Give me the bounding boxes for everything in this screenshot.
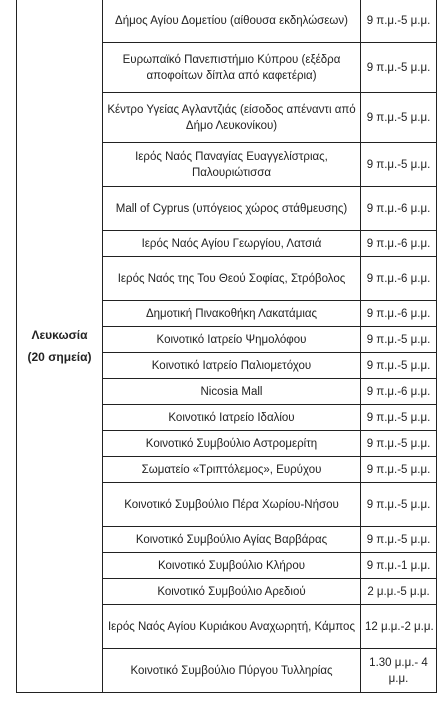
region-name: Λευκωσία bbox=[31, 327, 88, 342]
table-row bbox=[17, 0, 437, 43]
region-count: (20 σημεία) bbox=[27, 349, 92, 364]
location-cell: Nicosia Mall bbox=[103, 379, 361, 405]
hours-cell: 9 π.μ.-6 μ.μ. bbox=[361, 379, 437, 405]
hours-cell: 2 μ.μ.-5 μ.μ. bbox=[361, 579, 437, 605]
region-cell bbox=[17, 0, 103, 693]
location-cell: Κοινοτικό Συμβούλιο Αγίας Βαρβάρας bbox=[103, 527, 361, 553]
location-cell: Ιερός Ναός Παναγίας Ευαγγελίστριας, Παλουριώτισσα bbox=[103, 143, 361, 187]
location-cell: Ιερός Ναός της Του Θεού Σοφίας, Στρόβολος bbox=[103, 257, 361, 301]
hours-cell: 1.30 μ.μ.- 4 μ.μ. bbox=[361, 649, 437, 693]
location-cell: Δημοτική Πινακοθήκη Λακατάμιας bbox=[103, 301, 361, 327]
hours-cell: 9 π.μ.-5 μ.μ. bbox=[361, 457, 437, 483]
location-cell: Κοινοτικό Συμβούλιο Πέρα Χωρίου-Νήσου bbox=[103, 483, 361, 527]
location-cell: Κοινοτικό Συμβούλιο Αρεδιού bbox=[103, 579, 361, 605]
schedule-table bbox=[16, 0, 437, 693]
hours-cell: 9 π.μ.-5 μ.μ. bbox=[361, 483, 437, 527]
location-cell: Κοινοτικό Ιατρείο Ιδαλίου bbox=[103, 405, 361, 431]
hours-cell: 9 π.μ.-6 μ.μ. bbox=[361, 301, 437, 327]
hours-cell: 9 π.μ.-6 μ.μ. bbox=[361, 231, 437, 257]
location-cell: Mall of Cyprus (υπόγειος χώρος στάθμευσης) bbox=[103, 187, 361, 231]
location-cell: Δήμος Αγίου Δομετίου (αίθουσα εκδηλώσεων) bbox=[103, 0, 361, 43]
hours-cell: 9 π.μ.-5 μ.μ. bbox=[361, 405, 437, 431]
hours-cell: 9 π.μ.-6 μ.μ. bbox=[361, 187, 437, 231]
hours-cell: 9 π.μ.-5 μ.μ. bbox=[361, 0, 437, 43]
hours-cell: 9 π.μ.-1 μ.μ. bbox=[361, 553, 437, 579]
hours-cell: 9 π.μ.-5 μ.μ. bbox=[361, 143, 437, 187]
hours-cell: 9 π.μ.-5 μ.μ. bbox=[361, 93, 437, 143]
location-cell: Ιερός Ναός Αγίου Κυριάκου Αναχωρητή, Κάμπος bbox=[103, 605, 361, 649]
hours-cell: 9 π.μ.-5 μ.μ. bbox=[361, 43, 437, 93]
schedule-table-body bbox=[17, 0, 437, 693]
location-cell: Κοινοτικό Συμβούλιο Πύργου Τυλληρίας bbox=[103, 649, 361, 693]
location-cell: Κοινοτικό Ιατρείο Παλιομετόχου bbox=[103, 353, 361, 379]
hours-cell: 9 π.μ.-5 μ.μ. bbox=[361, 431, 437, 457]
hours-cell: 9 π.μ.-5 μ.μ. bbox=[361, 327, 437, 353]
hours-cell: 12 μ.μ.-2 μ.μ. bbox=[361, 605, 437, 649]
location-cell: Κοινοτικό Συμβούλιο Αστρομερίτη bbox=[103, 431, 361, 457]
location-cell: Κοινοτικό Ιατρείο Ψημολόφου bbox=[103, 327, 361, 353]
location-cell: Ευρωπαϊκό Πανεπιστήμιο Κύπρου (εξέδρα αποφοίτων δίπλα από καφετέρια) bbox=[103, 43, 361, 93]
hours-cell: 9 π.μ.-6 μ.μ. bbox=[361, 257, 437, 301]
location-cell: Κέντρο Υγείας Αγλαντζιάς (είσοδος απέναντι από Δήμο Λευκονίκου) bbox=[103, 93, 361, 143]
hours-cell: 9 π.μ.-5 μ.μ. bbox=[361, 527, 437, 553]
location-cell: Κοινοτικό Συμβούλιο Κλήρου bbox=[103, 553, 361, 579]
location-cell: Ιερός Ναός Αγίου Γεωργίου, Λατσιά bbox=[103, 231, 361, 257]
hours-cell: 9 π.μ.-5 μ.μ. bbox=[361, 353, 437, 379]
location-cell: Σωματείο «Τριπτόλεμος», Ευρύχου bbox=[103, 457, 361, 483]
